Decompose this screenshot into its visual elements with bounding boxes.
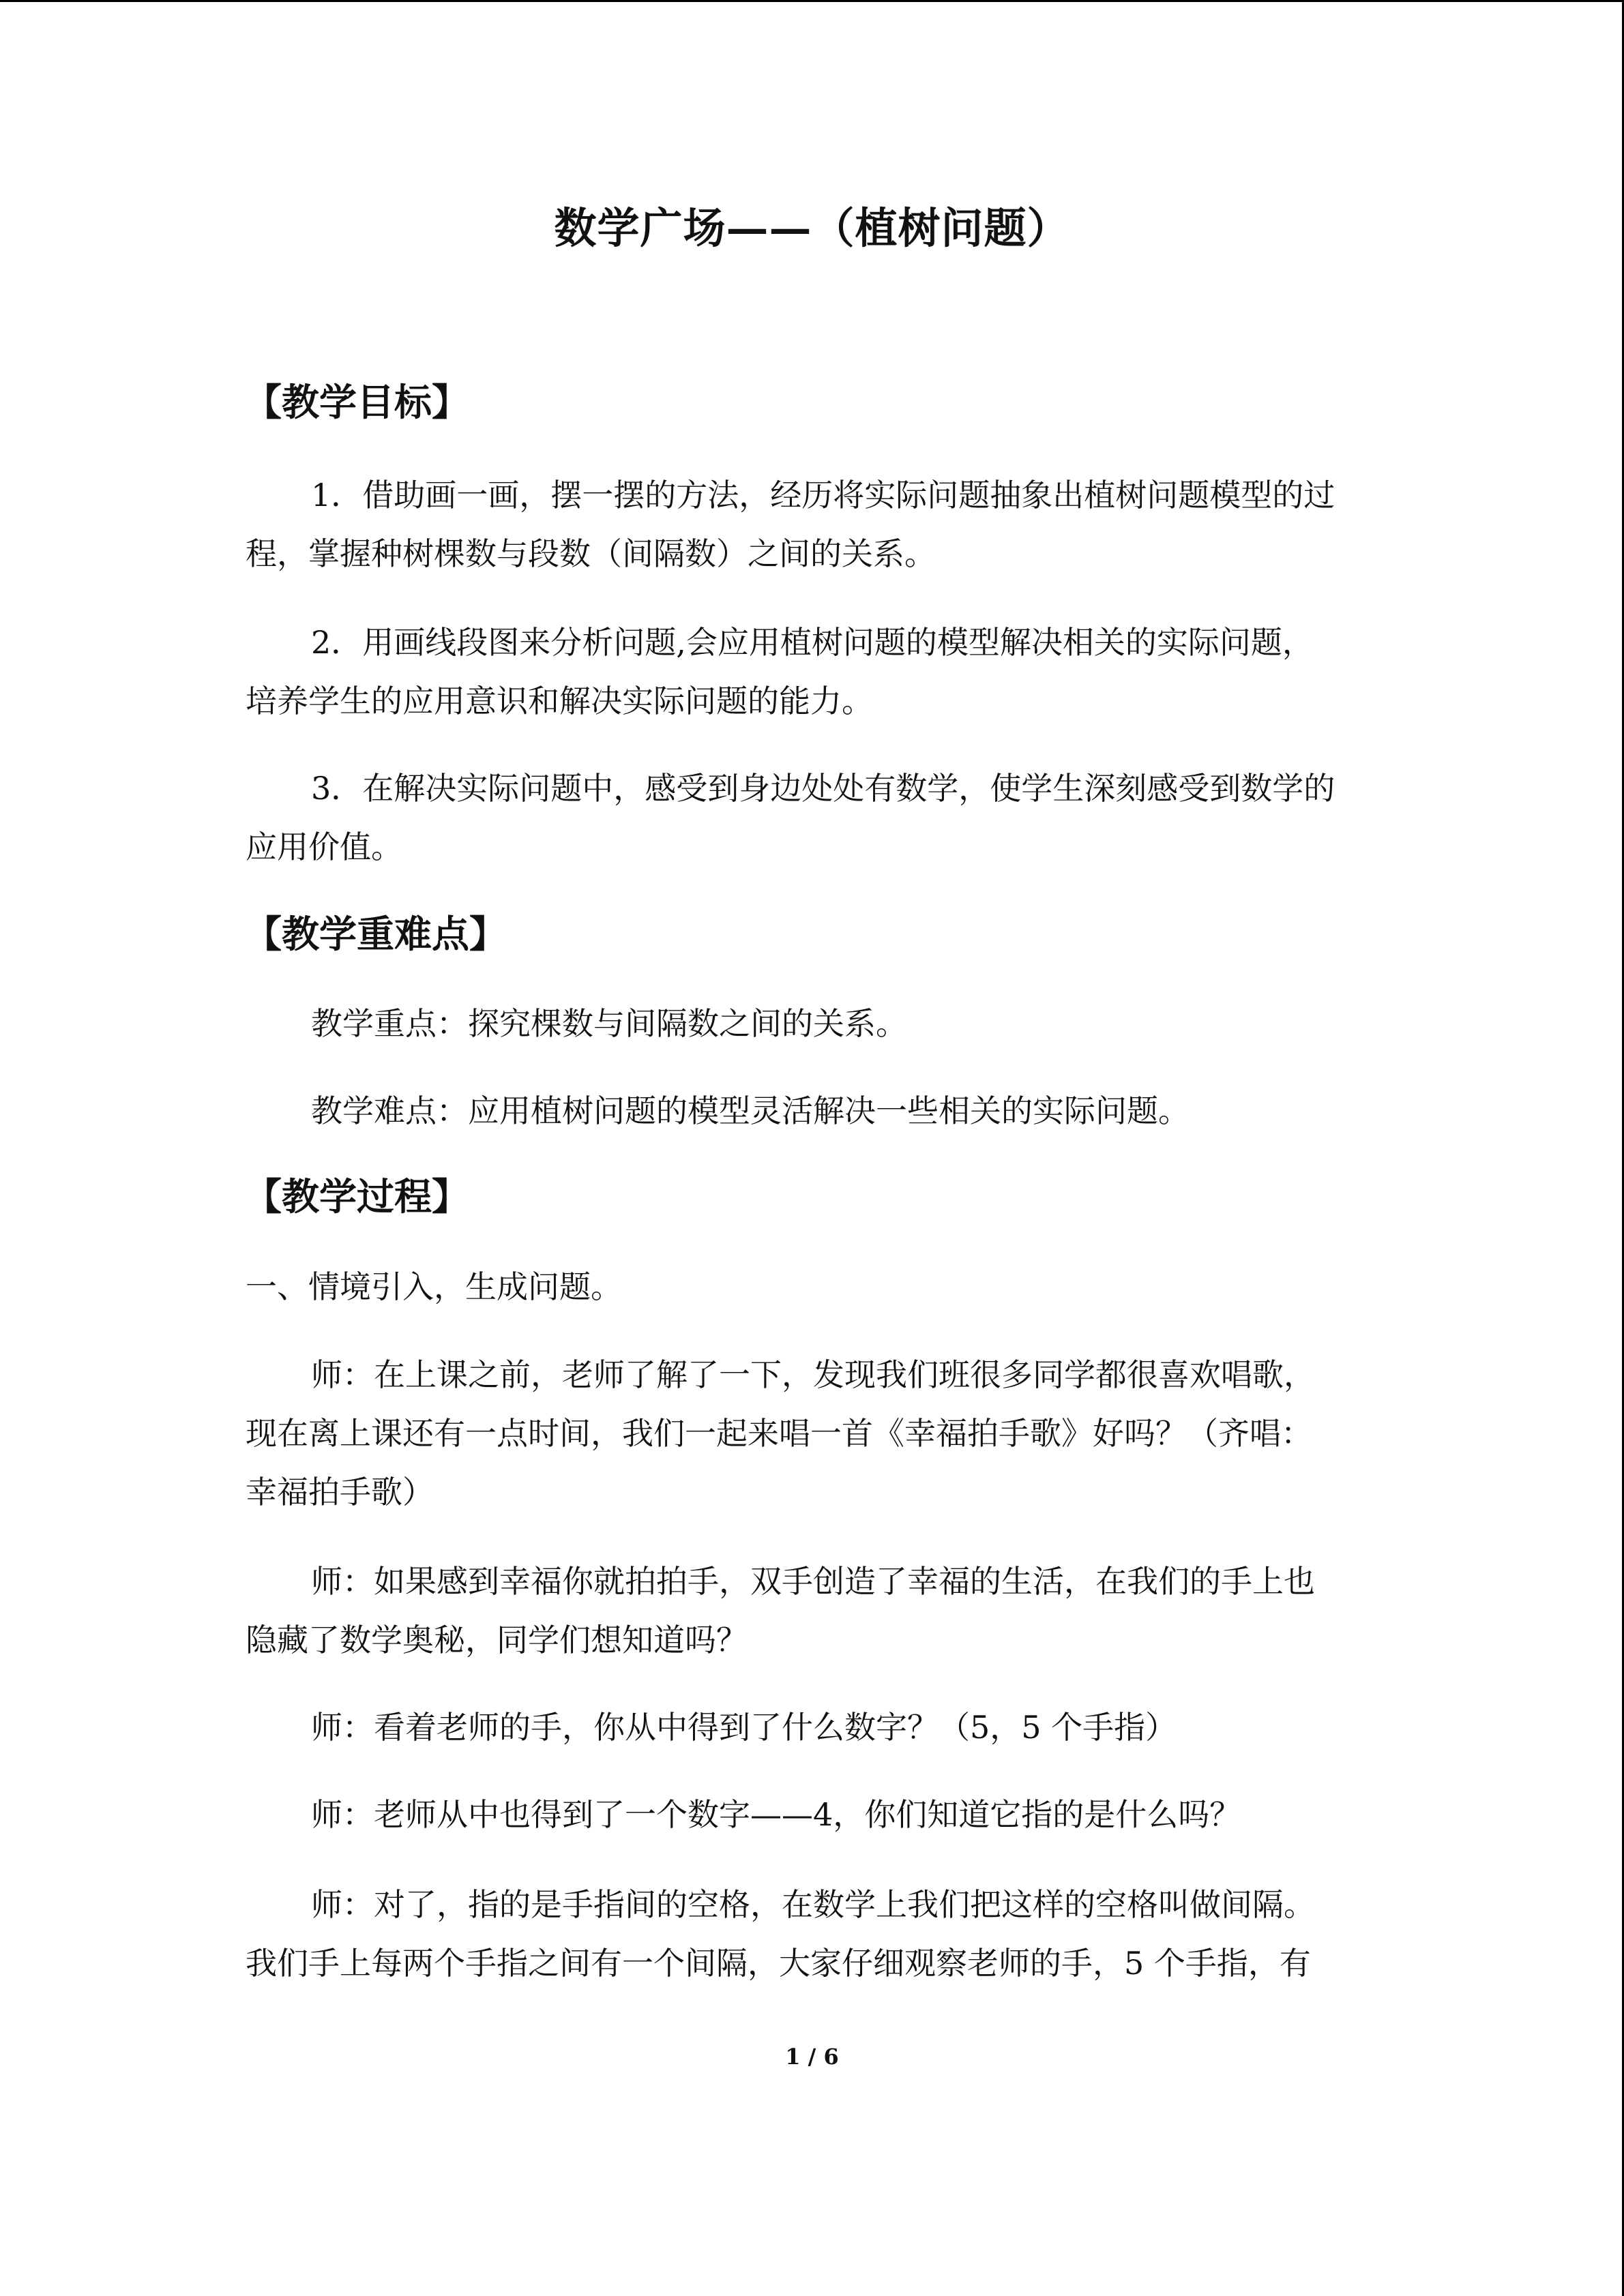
teacher-paragraph-1 <box>246 1345 1378 1521</box>
process-step-1: 一、情境引入，生成问题。 <box>246 1268 622 1305</box>
goal-1-line-2: 程，掌握种树棵数与段数（间隔数）之间的关系。 <box>246 535 936 572</box>
teacher-1-line-3: 幸福拍手歌） <box>246 1474 434 1510</box>
section-heading-process: 【教学过程】 <box>244 1174 470 1219</box>
goal-3-text-1: 3．在解决实际问题中，感受到身边处处有数学，使学生深刻感受到数学的 <box>311 770 1335 807</box>
goal-paragraph-1 <box>246 466 1378 583</box>
teacher-2-line-2: 隐藏了数学奥秘，同学们想知道吗？ <box>246 1622 748 1658</box>
section-heading-keypoints: 【教学重难点】 <box>244 912 507 956</box>
teacher-5-text-1: 师：对了，指的是手指间的空格，在数学上我们把这样的空格叫做间隔。 <box>311 1886 1315 1923</box>
goal-2-text-1: 2．用画线段图来分析问题,会应用植树问题的模型解决相关的实际问题， <box>311 624 1314 661</box>
teacher-2-text-1: 师：如果感到幸福你就拍拍手，双手创造了幸福的生活，在我们的手上也 <box>311 1563 1315 1600</box>
goal-3-line-1 <box>246 759 1378 818</box>
goal-2-line-2: 培养学生的应用意识和解决实际问题的能力。 <box>246 683 873 719</box>
teacher-1-text-1: 师：在上课之前，老师了解了一下，发现我们班很多同学都很喜欢唱歌， <box>311 1356 1315 1393</box>
difficult-point-paragraph <box>246 1082 1378 1140</box>
goal-1-text-1: 1．借助画一画，摆一摆的方法，经历将实际问题抽象出植树问题模型的过 <box>311 477 1335 513</box>
difficult-point-text: 教学难点：应用植树问题的模型灵活解决一些相关的实际问题。 <box>311 1092 1190 1129</box>
teacher-5-line-2: 我们手上每两个手指之间有一个间隔，大家仔细观察老师的手，5 个手指，有 <box>246 1945 1311 1982</box>
goal-paragraph-3 <box>246 759 1378 876</box>
goal-3-line-2: 应用价值。 <box>246 829 402 865</box>
goal-2-line-1 <box>246 613 1378 672</box>
teacher-4-text: 师：老师从中也得到了一个数字——4，你们知道它指的是什么吗？ <box>311 1796 1241 1833</box>
teacher-1-line-2: 现在离上课还有一点时间，我们一起来唱一首《幸福拍手歌》好吗？（齐唱： <box>246 1415 1312 1452</box>
teacher-2-line-1 <box>246 1552 1378 1611</box>
teacher-paragraph-2 <box>246 1552 1378 1669</box>
page-border-top <box>0 0 1624 2</box>
section-heading-goals: 【教学目标】 <box>244 380 470 424</box>
key-point-paragraph <box>246 994 1378 1053</box>
teacher-1-line-1 <box>246 1345 1378 1404</box>
goal-paragraph-2 <box>246 613 1378 730</box>
teacher-paragraph-4 <box>246 1785 1378 1844</box>
teacher-5-line-1 <box>246 1875 1378 1934</box>
document-title: 数学广场——（植树问题） <box>554 203 1070 253</box>
page-indicator: 1 / 6 <box>785 2044 839 2070</box>
teacher-paragraph-5 <box>246 1875 1378 1993</box>
teacher-paragraph-3 <box>246 1698 1378 1757</box>
teacher-3-text: 师：看着老师的手，你从中得到了什么数字？（5，5 个手指） <box>311 1709 1177 1746</box>
goal-1-line-1 <box>246 466 1378 524</box>
key-point-text: 教学重点：探究棵数与间隔数之间的关系。 <box>311 1005 907 1042</box>
